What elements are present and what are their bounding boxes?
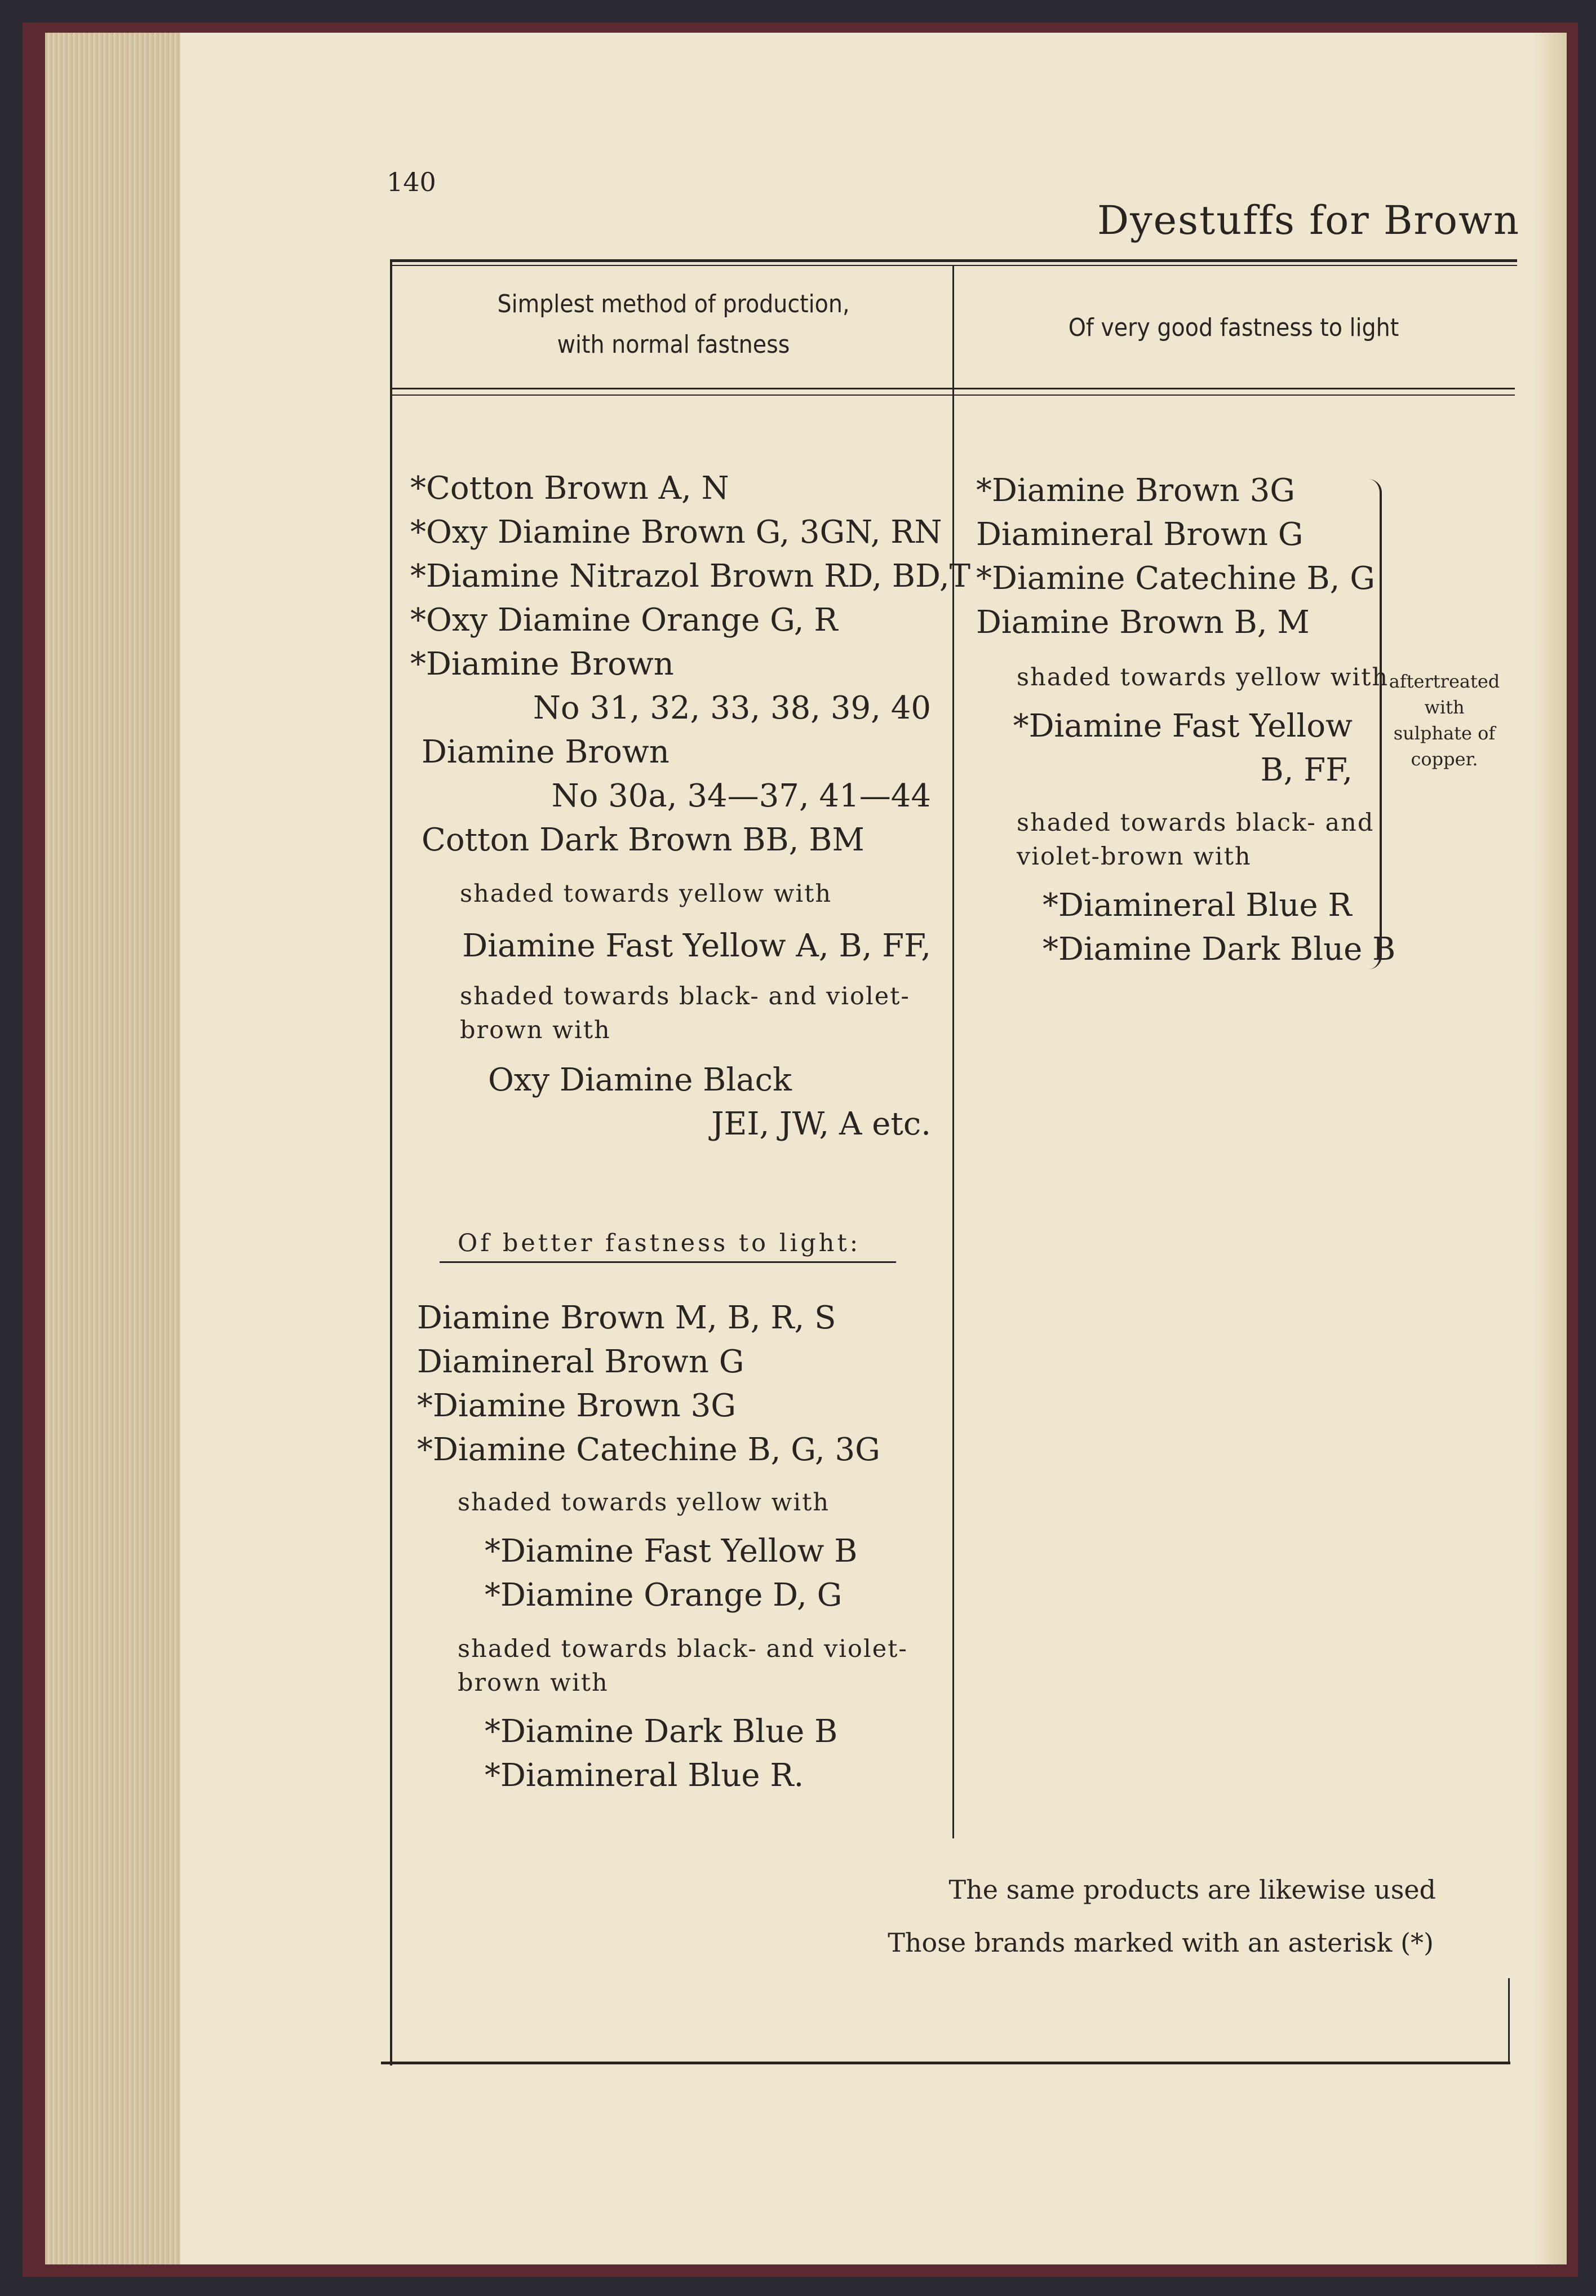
col2-blue-list: *Diamineral Blue R *Diamine Dark Blue B	[1043, 887, 1396, 968]
footer-line-1: The same products are likewise used	[948, 1874, 1436, 1905]
table-left-border	[390, 259, 392, 2065]
header-rule-thin	[391, 395, 1515, 396]
col1-oxy-black-brands: JEI, JW, A etc.	[711, 1106, 931, 1142]
col1-shade-yellow-1: shaded towards yellow with	[460, 880, 832, 908]
col1-better-heading: Of better fastness to light:	[458, 1229, 861, 1257]
footer-line-2: Those brands marked with an asterisk (*)	[888, 1927, 1434, 1958]
col1-blue-list-2: *Diamine Dark Blue B *Diamineral Blue R.	[485, 1713, 838, 1794]
col1-diamine-brown: Diamine Brown	[422, 734, 670, 770]
col1-numbers-1: No 31, 32, 33, 38, 39, 40	[533, 690, 931, 726]
col1-oxy-black: Oxy Diamine Black	[488, 1062, 792, 1098]
page-gutter	[1533, 33, 1567, 2264]
table-top-rule	[390, 259, 1517, 262]
col1-numbers-2: No 30a, 34—37, 41—44	[551, 778, 931, 814]
col1-fast-yellow-1: Diamine Fast Yellow A, B, FF,	[462, 928, 931, 964]
col2-fast-yellow: *Diamine Fast Yellow B, FF,	[1013, 708, 1353, 788]
col2-list: *Diamine Brown 3G Diamineral Brown G *Diamine Catechine B, G Diamine Brown B, M	[976, 472, 1375, 641]
running-title: Dyestuffs for Brown	[1097, 197, 1520, 243]
col2-shade-yellow: shaded towards yellow with	[1017, 663, 1389, 692]
col1-shade-yellow-2: shaded towards yellow with	[458, 1488, 830, 1517]
col1-shade-black-2: shaded towards black- and violet- brown with	[458, 1635, 908, 1697]
page-edges	[45, 33, 180, 2264]
col1-shade-black-1: shaded towards black- and violet- brown with	[460, 982, 910, 1044]
column-header-2: Of very good fastness to light	[1068, 313, 1399, 342]
page-number: 140	[387, 167, 436, 197]
better-heading-underline	[440, 1261, 896, 1263]
header-rule	[391, 388, 1515, 389]
col1-yellow-list-2: *Diamine Fast Yellow B *Diamine Orange D, G	[485, 1533, 858, 1614]
table-right-stub	[1508, 1978, 1510, 2063]
col1-list-2: Diamine Brown M, B, R, S Diamineral Brown G *Diamine Brown 3G *Diamine Catechine B, G, 3G	[417, 1300, 880, 1468]
column-header-1: Simplest method of production, with normal fastness	[497, 290, 850, 359]
bracket-brace	[1357, 479, 1382, 969]
table-bottom-rule	[381, 2062, 1510, 2064]
col2-shade-black: shaded towards black- and violet-brown with	[1017, 809, 1375, 871]
col1-cotton-dark-brown: Cotton Dark Brown BB, BM	[422, 822, 865, 858]
col1-list-1: *Cotton Brown A, N *Oxy Diamine Brown G, 3GN, RN *Diamine Nitrazol Brown RD, BD,T *Oxy Diamine Orange G, R *Diamine Brown	[410, 470, 971, 682]
col2-aftertreatment-note: aftertreated with sulphate of copper.	[1389, 671, 1500, 770]
